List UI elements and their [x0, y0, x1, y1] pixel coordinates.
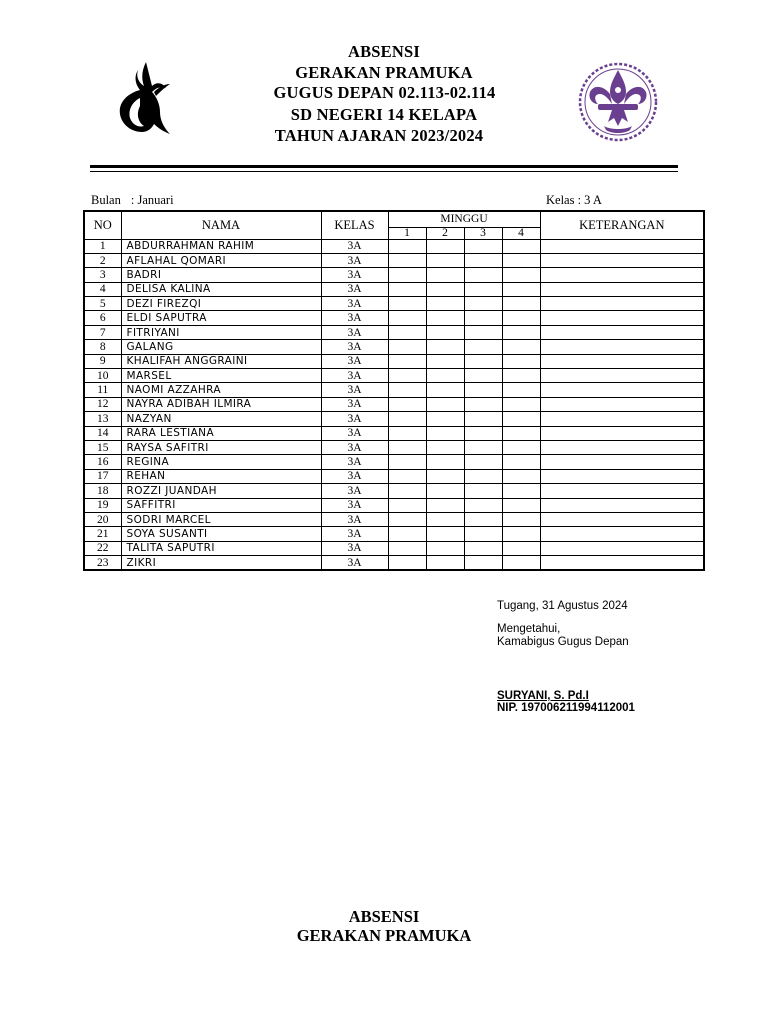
attendance-cell-week-1[interactable]	[388, 397, 426, 411]
table-row	[84, 268, 704, 282]
column-header-kelas: KELAS	[321, 211, 388, 239]
row-number: 7	[84, 325, 121, 339]
row-number: 9	[84, 354, 121, 368]
remarks-cell[interactable]	[540, 311, 704, 325]
attendance-cell-week-2[interactable]	[426, 268, 464, 282]
attendance-cell-week-4[interactable]	[502, 512, 540, 526]
attendance-cell-week-1[interactable]	[388, 541, 426, 555]
student-class: 3A	[321, 498, 388, 512]
student-name: SAFFITRI	[121, 498, 321, 512]
attendance-table	[83, 210, 705, 571]
attendance-cell-week-1[interactable]	[388, 354, 426, 368]
signature-place-date: Tugang, 31 Agustus 2024	[497, 600, 628, 612]
attendance-cell-week-2[interactable]	[426, 311, 464, 325]
attendance-cell-week-4[interactable]	[502, 253, 540, 267]
attendance-cell-week-1[interactable]	[388, 325, 426, 339]
student-class: 3A	[321, 311, 388, 325]
attendance-cell-week-4[interactable]	[502, 541, 540, 555]
attendance-cell-week-4[interactable]	[502, 426, 540, 440]
remarks-cell[interactable]	[540, 469, 704, 483]
signature-acknowledgement	[497, 623, 629, 649]
attendance-cell-week-3[interactable]	[464, 297, 502, 311]
row-number: 8	[84, 340, 121, 354]
attendance-cell-week-1[interactable]	[388, 484, 426, 498]
attendance-cell-week-3[interactable]	[464, 556, 502, 570]
attendance-cell-week-3[interactable]	[464, 512, 502, 526]
student-name: REHAN	[121, 469, 321, 483]
attendance-cell-week-3[interactable]	[464, 239, 502, 253]
header-school-year: TAHUN AJARAN 2023/2024	[274, 126, 484, 145]
attendance-cell-week-2[interactable]	[426, 469, 464, 483]
signatory-name: SURYANI, S. Pd.I	[497, 690, 589, 702]
attendance-cell-week-1[interactable]	[388, 512, 426, 526]
attendance-cell-week-3[interactable]	[464, 282, 502, 296]
month-info	[91, 193, 174, 208]
student-class: 3A	[321, 369, 388, 383]
attendance-cell-week-2[interactable]	[426, 455, 464, 469]
attendance-cell-week-1[interactable]	[388, 239, 426, 253]
remarks-cell[interactable]	[540, 268, 704, 282]
table-row	[84, 484, 704, 498]
remarks-cell[interactable]	[540, 527, 704, 541]
student-name: TALITA SAPUTRI	[121, 541, 321, 555]
table-row	[84, 340, 704, 354]
attendance-cell-week-2[interactable]	[426, 239, 464, 253]
attendance-cell-week-4[interactable]	[502, 440, 540, 454]
attendance-cell-week-4[interactable]	[502, 311, 540, 325]
attendance-cell-week-1[interactable]	[388, 383, 426, 397]
attendance-cell-week-3[interactable]	[464, 469, 502, 483]
remarks-cell[interactable]	[540, 541, 704, 555]
table-row	[84, 311, 704, 325]
student-name: NAOMI AZZAHRA	[121, 383, 321, 397]
column-header-week-3: 3	[464, 227, 502, 239]
attendance-cell-week-1[interactable]	[388, 412, 426, 426]
row-number: 10	[84, 369, 121, 383]
remarks-cell[interactable]	[540, 325, 704, 339]
tunas-kelapa-icon	[114, 58, 176, 138]
attendance-cell-week-2[interactable]	[426, 369, 464, 383]
remarks-cell[interactable]	[540, 426, 704, 440]
header-organization: GERAKAN PRAMUKA	[295, 62, 473, 82]
student-class: 3A	[321, 325, 388, 339]
student-name: ROZZI JUANDAH	[121, 484, 321, 498]
attendance-cell-week-1[interactable]	[388, 369, 426, 383]
attendance-cell-week-4[interactable]	[502, 383, 540, 397]
attendance-cell-week-2[interactable]	[426, 541, 464, 555]
student-name: NAYRA ADIBAH ILMIRA	[121, 397, 321, 411]
attendance-cell-week-3[interactable]	[464, 311, 502, 325]
student-class: 3A	[321, 297, 388, 311]
attendance-cell-week-2[interactable]	[426, 484, 464, 498]
attendance-cell-week-4[interactable]	[502, 354, 540, 368]
attendance-cell-week-1[interactable]	[388, 253, 426, 267]
row-number: 3	[84, 268, 121, 282]
remarks-cell[interactable]	[540, 383, 704, 397]
attendance-cell-week-3[interactable]	[464, 354, 502, 368]
column-header-week-1: 1	[388, 227, 426, 239]
table-row	[84, 325, 704, 339]
attendance-cell-week-3[interactable]	[464, 383, 502, 397]
student-class: 3A	[321, 484, 388, 498]
student-class: 3A	[321, 512, 388, 526]
attendance-cell-week-3[interactable]	[464, 397, 502, 411]
student-name: GALANG	[121, 340, 321, 354]
attendance-cell-week-2[interactable]	[426, 512, 464, 526]
student-class: 3A	[321, 426, 388, 440]
attendance-cell-week-2[interactable]	[426, 498, 464, 512]
student-class: 3A	[321, 268, 388, 282]
attendance-cell-week-1[interactable]	[388, 527, 426, 541]
next-page-organization: GERAKAN PRAMUKA	[296, 926, 472, 945]
student-name: SODRI MARCEL	[121, 512, 321, 526]
row-number: 6	[84, 311, 121, 325]
attendance-cell-week-1[interactable]	[388, 311, 426, 325]
student-name: NAZYAN	[121, 412, 321, 426]
header-gugus-depan: GUGUS DEPAN 02.113-02.114	[273, 83, 496, 102]
attendance-cell-week-4[interactable]	[502, 455, 540, 469]
table-row	[84, 512, 704, 526]
row-number: 21	[84, 527, 121, 541]
table-row	[84, 383, 704, 397]
table-row	[84, 369, 704, 383]
next-page-header	[0, 907, 768, 945]
attendance-cell-week-1[interactable]	[388, 455, 426, 469]
table-row	[84, 253, 704, 267]
remarks-cell[interactable]	[540, 239, 704, 253]
attendance-cell-week-3[interactable]	[464, 527, 502, 541]
student-class: 3A	[321, 455, 388, 469]
attendance-cell-week-2[interactable]	[426, 297, 464, 311]
attendance-cell-week-4[interactable]	[502, 469, 540, 483]
student-class: 3A	[321, 253, 388, 267]
table-row	[84, 297, 704, 311]
attendance-cell-week-2[interactable]	[426, 527, 464, 541]
student-class: 3A	[321, 440, 388, 454]
next-page-title: ABSENSI	[348, 907, 420, 926]
remarks-cell[interactable]	[540, 397, 704, 411]
student-name: DEZI FIREZQI	[121, 297, 321, 311]
student-class: 3A	[321, 397, 388, 411]
remarks-cell[interactable]	[540, 412, 704, 426]
attendance-cell-week-1[interactable]	[388, 498, 426, 512]
attendance-cell-week-4[interactable]	[502, 369, 540, 383]
scout-fleur-de-lis-emblem-icon	[576, 60, 660, 144]
attendance-cell-week-1[interactable]	[388, 282, 426, 296]
row-number: 19	[84, 498, 121, 512]
table-header-row	[84, 211, 704, 227]
attendance-cell-week-3[interactable]	[464, 253, 502, 267]
attendance-cell-week-2[interactable]	[426, 325, 464, 339]
attendance-table-body	[84, 239, 704, 570]
attendance-cell-week-4[interactable]	[502, 397, 540, 411]
attendance-cell-week-2[interactable]	[426, 412, 464, 426]
attendance-cell-week-3[interactable]	[464, 369, 502, 383]
signatory-nip: NIP. 197006211994112001	[497, 702, 635, 714]
attendance-cell-week-4[interactable]	[502, 297, 540, 311]
attendance-cell-week-3[interactable]	[464, 340, 502, 354]
attendance-cell-week-2[interactable]	[426, 397, 464, 411]
column-header-nama: NAMA	[121, 211, 321, 239]
remarks-cell[interactable]	[540, 369, 704, 383]
student-name: DELISA KALINA	[121, 282, 321, 296]
student-class: 3A	[321, 412, 388, 426]
table-row	[84, 412, 704, 426]
attendance-cell-week-1[interactable]	[388, 440, 426, 454]
row-number: 18	[84, 484, 121, 498]
table-row	[84, 354, 704, 368]
attendance-cell-week-3[interactable]	[464, 325, 502, 339]
student-name: REGINA	[121, 455, 321, 469]
attendance-cell-week-4[interactable]	[502, 527, 540, 541]
attendance-cell-week-2[interactable]	[426, 282, 464, 296]
table-row	[84, 498, 704, 512]
header-title: ABSENSI	[347, 42, 421, 61]
attendance-cell-week-4[interactable]	[502, 239, 540, 253]
attendance-cell-week-3[interactable]	[464, 426, 502, 440]
student-class: 3A	[321, 354, 388, 368]
attendance-cell-week-4[interactable]	[502, 412, 540, 426]
table-row	[84, 440, 704, 454]
attendance-cell-week-2[interactable]	[426, 440, 464, 454]
table-row	[84, 282, 704, 296]
class-info: Kelas : 3 A	[546, 193, 602, 207]
row-number: 1	[84, 239, 121, 253]
student-name: SOYA SUSANTI	[121, 527, 321, 541]
row-number: 22	[84, 541, 121, 555]
row-number: 16	[84, 455, 121, 469]
attendance-cell-week-1[interactable]	[388, 268, 426, 282]
student-name: RARA LESTIANA	[121, 426, 321, 440]
attendance-cell-week-1[interactable]	[388, 297, 426, 311]
remarks-cell[interactable]	[540, 512, 704, 526]
row-number: 15	[84, 440, 121, 454]
table-row	[84, 397, 704, 411]
attendance-cell-week-1[interactable]	[388, 340, 426, 354]
table-row	[84, 541, 704, 555]
remarks-cell[interactable]	[540, 556, 704, 570]
row-number: 13	[84, 412, 121, 426]
remarks-cell[interactable]	[540, 484, 704, 498]
column-header-week-2: 2	[426, 227, 464, 239]
table-row	[84, 556, 704, 570]
attendance-cell-week-4[interactable]	[502, 325, 540, 339]
attendance-cell-week-2[interactable]	[426, 253, 464, 267]
row-number: 11	[84, 383, 121, 397]
column-header-week-4: 4	[502, 227, 540, 239]
remarks-cell[interactable]	[540, 253, 704, 267]
column-header-minggu: MINGGU	[388, 211, 540, 227]
student-name: FITRIYANI	[121, 325, 321, 339]
student-name: ELDI SAPUTRA	[121, 311, 321, 325]
attendance-cell-week-4[interactable]	[502, 340, 540, 354]
remarks-cell[interactable]	[540, 498, 704, 512]
row-number: 12	[84, 397, 121, 411]
remarks-cell[interactable]	[540, 455, 704, 469]
attendance-cell-week-3[interactable]	[464, 484, 502, 498]
remarks-cell[interactable]	[540, 354, 704, 368]
header-school: SD NEGERI 14 KELAPA	[290, 104, 478, 124]
attendance-cell-week-1[interactable]	[388, 469, 426, 483]
table-row	[84, 527, 704, 541]
student-name: BADRI	[121, 268, 321, 282]
remarks-cell[interactable]	[540, 440, 704, 454]
row-number: 14	[84, 426, 121, 440]
attendance-cell-week-4[interactable]	[502, 484, 540, 498]
student-class: 3A	[321, 340, 388, 354]
attendance-cell-week-3[interactable]	[464, 541, 502, 555]
remarks-cell[interactable]	[540, 282, 704, 296]
remarks-cell[interactable]	[540, 297, 704, 311]
attendance-cell-week-2[interactable]	[426, 556, 464, 570]
header-divider-thick	[90, 165, 678, 168]
student-class: 3A	[321, 383, 388, 397]
student-name: MARSEL	[121, 369, 321, 383]
table-row	[84, 455, 704, 469]
attendance-cell-week-3[interactable]	[464, 268, 502, 282]
student-class: 3A	[321, 239, 388, 253]
attendance-cell-week-4[interactable]	[502, 282, 540, 296]
attendance-cell-week-3[interactable]	[464, 412, 502, 426]
student-name: AFLAHAL QOMARI	[121, 253, 321, 267]
attendance-cell-week-4[interactable]	[502, 498, 540, 512]
attendance-cell-week-3[interactable]	[464, 455, 502, 469]
attendance-cell-week-2[interactable]	[426, 340, 464, 354]
attendance-cell-week-1[interactable]	[388, 556, 426, 570]
attendance-cell-week-1[interactable]	[388, 426, 426, 440]
student-name: RAYSA SAFITRI	[121, 440, 321, 454]
row-number: 17	[84, 469, 121, 483]
column-header-keterangan: KETERANGAN	[540, 211, 704, 239]
attendance-cell-week-4[interactable]	[502, 268, 540, 282]
signature-role: Kamabigus Gugus Depan	[497, 636, 629, 648]
student-name: KHALIFAH ANGGRAINI	[121, 354, 321, 368]
table-row	[84, 469, 704, 483]
attendance-cell-week-2[interactable]	[426, 354, 464, 368]
table-row	[84, 239, 704, 253]
student-class: 3A	[321, 469, 388, 483]
student-name: ABDURRAHMAN RAHIM	[121, 239, 321, 253]
student-class: 3A	[321, 282, 388, 296]
row-number: 5	[84, 297, 121, 311]
header-divider-thin	[90, 171, 678, 172]
month-label: Bulan	[91, 193, 121, 207]
table-row	[84, 426, 704, 440]
month-value: : Januari	[130, 193, 174, 207]
attendance-cell-week-2[interactable]	[426, 426, 464, 440]
student-name: ZIKRI	[121, 556, 321, 570]
column-header-no: NO	[84, 211, 121, 239]
attendance-cell-week-3[interactable]	[464, 440, 502, 454]
student-class: 3A	[321, 541, 388, 555]
row-number: 2	[84, 253, 121, 267]
student-class: 3A	[321, 556, 388, 570]
remarks-cell[interactable]	[540, 340, 704, 354]
signature-known-label: Mengetahui,	[497, 623, 561, 635]
attendance-cell-week-2[interactable]	[426, 383, 464, 397]
attendance-cell-week-4[interactable]	[502, 556, 540, 570]
attendance-cell-week-3[interactable]	[464, 498, 502, 512]
row-number: 23	[84, 556, 121, 570]
row-number: 20	[84, 512, 121, 526]
row-number: 4	[84, 282, 121, 296]
student-class: 3A	[321, 527, 388, 541]
